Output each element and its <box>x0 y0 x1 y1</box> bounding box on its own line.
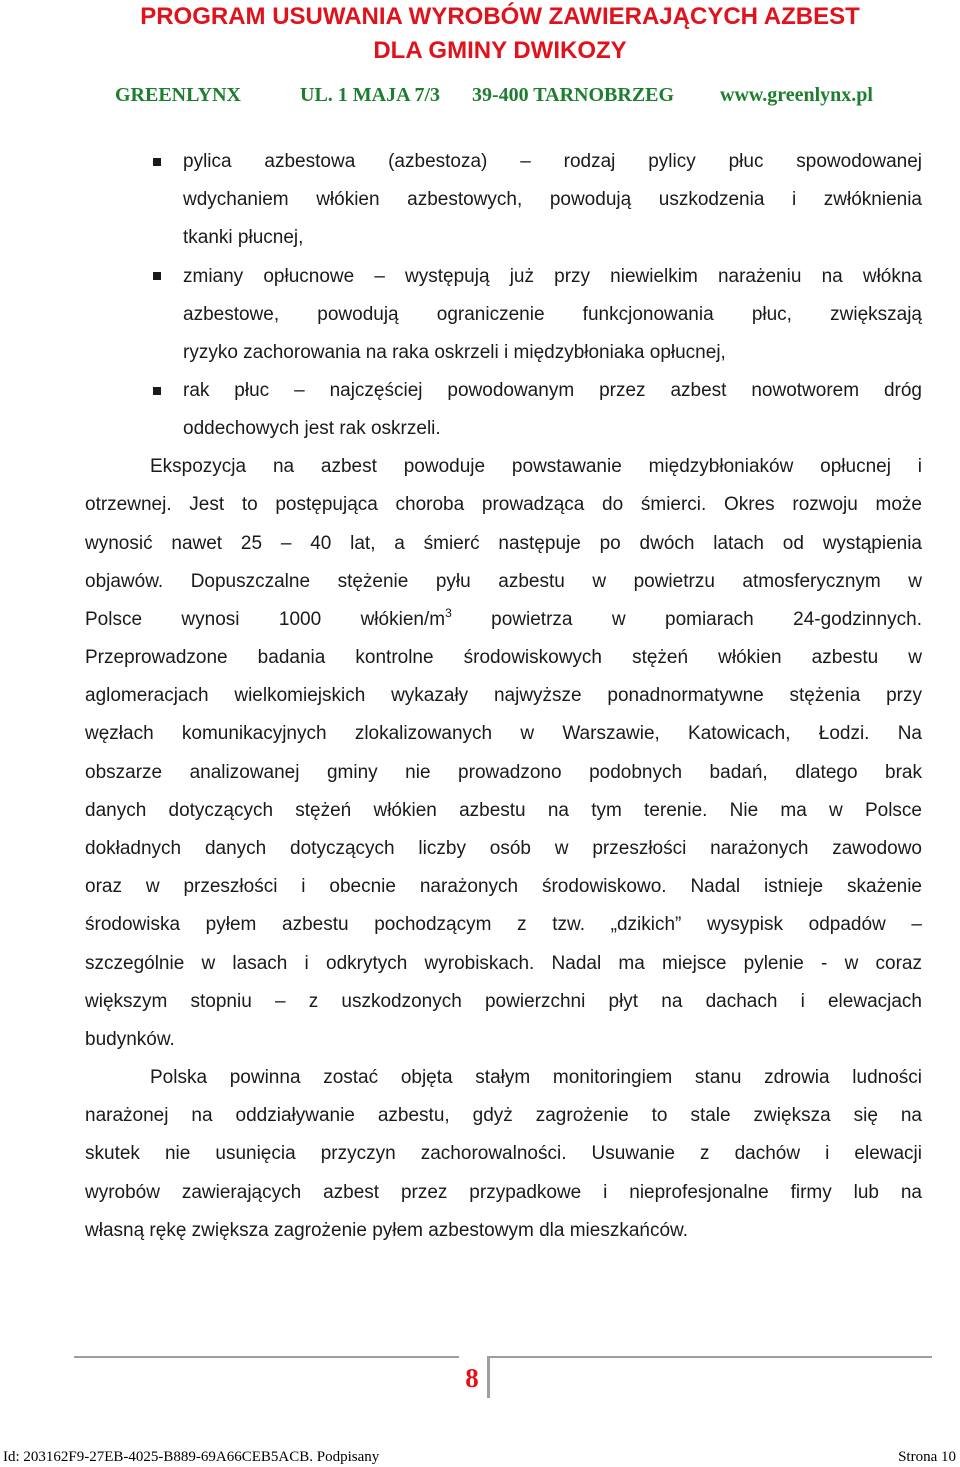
bullet-square-icon <box>153 158 161 166</box>
header-website: www.greenlynx.pl <box>720 84 873 106</box>
bullet-1-line-3: tkanki płucnej, <box>183 227 304 248</box>
paragraph-line: obszarze analizowanej gminy nie prowadzono podobnych badań, dlatego brak <box>85 762 922 783</box>
footer-divider-left <box>74 1356 459 1358</box>
header-title-line2: DLA GMINY DWIKOZY <box>373 37 627 64</box>
bullet-1-line-2: wdychaniem włókien azbestowych, powodują uszkodzenia i zwłóknienia <box>183 189 922 210</box>
paragraph-line: Ekspozycja na azbest powoduje powstawanie międzybłoniaków opłucnej i <box>150 456 922 477</box>
paragraph-line: budynków. <box>85 1029 175 1050</box>
paragraph-line: własną rękę zwiększa zagrożenie pyłem azbestowym dla mieszkańców. <box>85 1220 688 1241</box>
bullet-2-line-2: azbestowe, powodują ograniczenie funkcjonowania płuc, zwiększają <box>183 304 922 325</box>
text-before-sup: Polsce wynosi 1000 włókien/m <box>85 609 446 630</box>
paragraph-line: otrzewnej. Jest to postępująca choroba prowadząca do śmierci. Okres rozwoju może <box>85 494 922 515</box>
paragraph-line: szczególnie w lasach i odkrytych wyrobiskach. Nadal ma miejsce pylenie - w coraz <box>85 953 922 974</box>
paragraph-line: objawów. Dopuszczalne stężenie pyłu azbestu w powietrzu atmosferycznym w <box>85 571 922 592</box>
paragraph-line: Polska powinna zostać objęta stałym monitoringiem stanu zdrowia ludności <box>150 1067 922 1088</box>
page-label: Strona 10 <box>898 1449 956 1465</box>
document-id: Id: 203162F9-27EB-4025-B889-69A66CEB5ACB. Podpisany <box>3 1449 380 1465</box>
paragraph-line: wynosić nawet 25 – 40 lat, a śmierć następuje po dwóch latach od wystąpienia <box>85 533 922 554</box>
header-city: 39-400 TARNOBRZEG <box>472 84 675 106</box>
bullet-1-line-1: pylica azbestowa (azbestoza) – rodzaj pylicy płuc spowodowanej <box>183 151 922 172</box>
paragraph-line: Przeprowadzone badania kontrolne środowiskowych stężeń włókien azbestu w <box>85 647 922 668</box>
text-after-sup: powietrza w pomiarach 24-godzinnych. <box>451 609 922 630</box>
superscript-3: 3 <box>445 606 452 620</box>
header-street: UL. 1 MAJA 7/3 <box>300 84 440 106</box>
paragraph-line: środowiska pyłem azbestu pochodzącym z tzw. „dzikich” wysypisk odpadów – <box>85 914 922 935</box>
page-number: 8 <box>465 1363 479 1393</box>
paragraph-line: aglomeracjach wielkomiejskich wykazały najwyższe ponadnormatywne stężenia przy <box>85 685 922 706</box>
bullet-square-icon <box>153 387 161 395</box>
paragraph-line-superscript <box>85 605 922 635</box>
bullet-2-line-3: ryzyko zachorowania na raka oskrzeli i międzybłoniaka opłucnej, <box>183 342 726 363</box>
bullet-3-line-1: rak płuc – najczęściej powodowanym przez azbest nowotworem dróg <box>183 380 922 401</box>
paragraph-line: wyrobów zawierających azbest przez przypadkowe i nieprofesjonalne firmy lub na <box>85 1182 922 1203</box>
paragraph-line: narażonej na oddziaływanie azbestu, gdyż zagrożenie to stale zwiększa się na <box>85 1105 922 1126</box>
footer-divider-right <box>489 1356 932 1358</box>
paragraph-line: danych dotyczących stężeń włókien azbestu na tym terenie. Nie ma w Polsce <box>85 800 922 821</box>
header-title-line1: PROGRAM USUWANIA WYROBÓW ZAWIERAJĄCYCH AZBEST <box>140 3 860 30</box>
footer-divider-vertical <box>487 1356 490 1398</box>
header-company: GREENLYNX <box>115 84 241 106</box>
bullet-3-line-2: oddechowych jest rak oskrzeli. <box>183 418 441 439</box>
paragraph-line: dokładnych danych dotyczących liczby osób w przeszłości narażonych zawodowo <box>85 838 922 859</box>
paragraph-line: większym stopniu – z uszkodzonych powierzchni płyt na dachach i elewacjach <box>85 991 922 1012</box>
paragraph-line: oraz w przeszłości i obecnie narażonych środowiskowo. Nadal istnieje skażenie <box>85 876 922 897</box>
paragraph-line: skutek nie usunięcia przyczyn zachorowalności. Usuwanie z dachów i elewacji <box>85 1143 922 1164</box>
bullet-square-icon <box>153 272 161 280</box>
bullet-2-line-1: zmiany opłucnowe – występują już przy niewielkim narażeniu na włókna <box>183 266 922 287</box>
paragraph-line: węzłach komunikacyjnych zlokalizowanych w Warszawie, Katowicach, Łodzi. Na <box>85 723 922 744</box>
